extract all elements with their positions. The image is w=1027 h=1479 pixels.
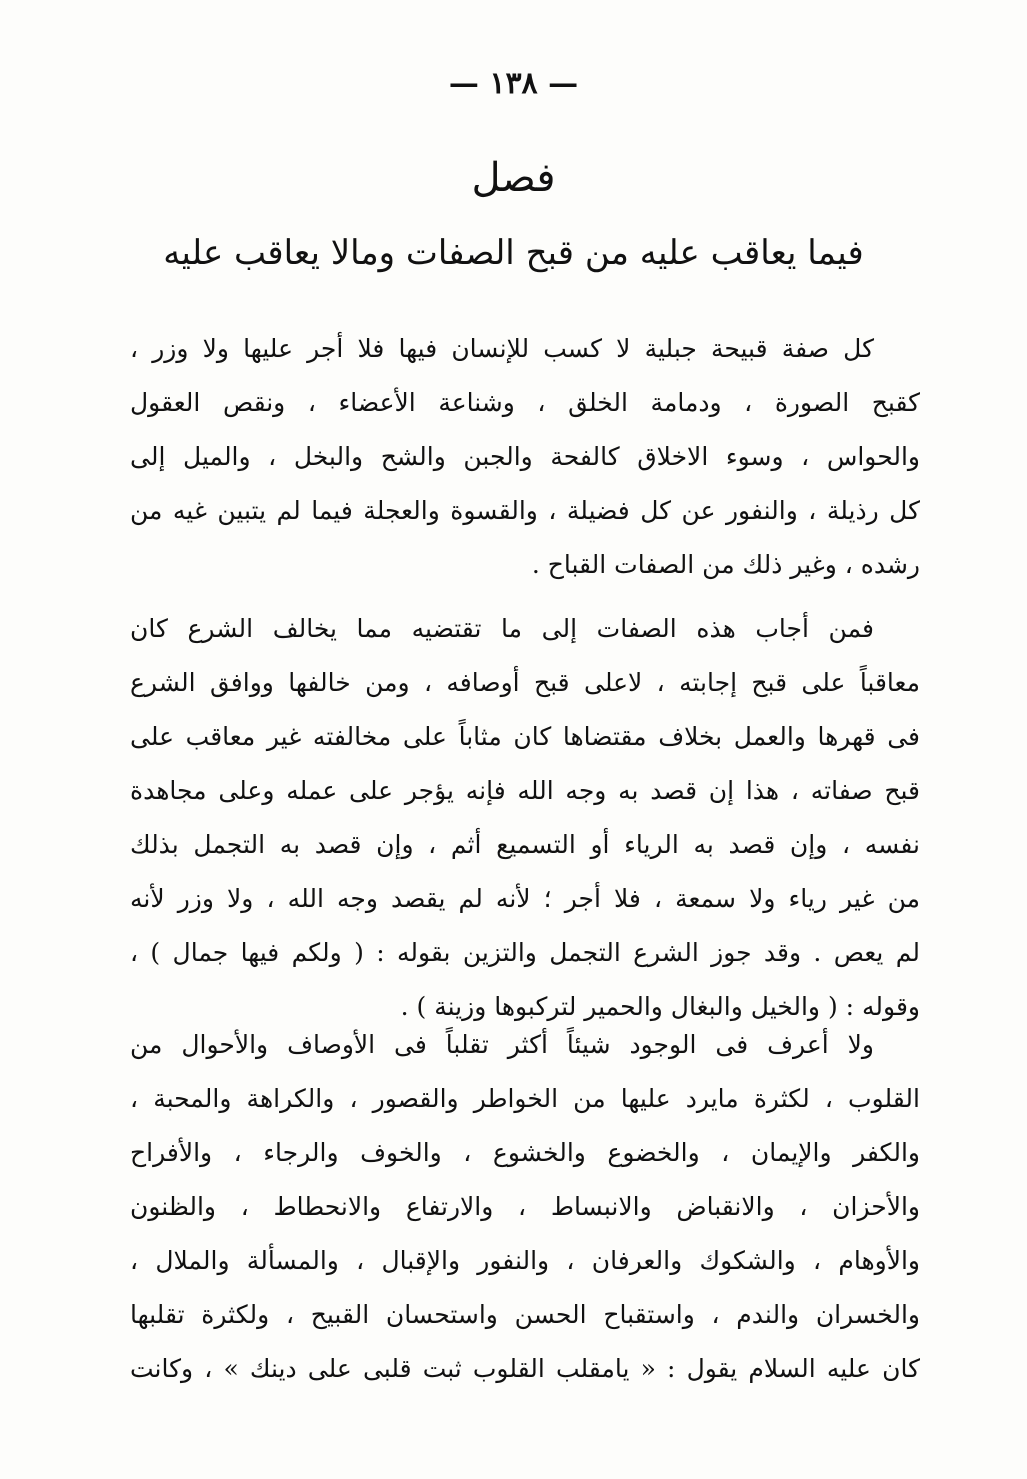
- page-number: — ١٣٨ —: [448, 66, 579, 101]
- text-line: كان عليه السلام يقول : « يامقلب القلوب ثبت قلبى على دينك » ، وكانت: [130, 1354, 920, 1383]
- text-line: فى قهرها والعمل بخلاف مقتضاها كان مثاباً على مخالفته غير معاقب على: [130, 722, 920, 751]
- paragraph-1: [130, 322, 920, 592]
- text-line: لم يعص . وقد جوز الشرع التجمل والتزين بقوله : ( ولكم فيها جمال ) ،: [130, 938, 920, 967]
- text-line: والحواس ، وسوء الاخلاق كالفحة والجبن والشح والبخل ، والميل إلى: [130, 442, 920, 471]
- text-line: ولا أعرف فى الوجود شيئاً أكثر تقلباً فى الأوصاف والأحوال من: [130, 1030, 874, 1059]
- text-line: كل رذيلة ، والنفور عن كل فضيلة ، والقسوة والعجلة فيما لم يتبين غيه من: [130, 496, 920, 525]
- text-line: والأحزان ، والانقباض والانبساط ، والارتفاع والانحطاط ، والظنون: [130, 1192, 920, 1221]
- text-line: قبح صفاته ، هذا إن قصد به وجه الله فإنه يؤجر على عمله وعلى مجاهدة: [130, 776, 920, 805]
- text-line: فمن أجاب هذه الصفات إلى ما تقتضيه مما يخالف الشرع كان: [130, 614, 874, 643]
- text-line: وقوله : ( والخيل والبغال والحمير لتركبوها وزينة ) .: [400, 992, 920, 1021]
- paragraph-3: [130, 1018, 920, 1396]
- chapter-heading: فصل: [471, 155, 556, 201]
- chapter-title: فيما يعاقب عليه من قبح الصفات ومالا يعاقب عليه: [163, 233, 864, 273]
- text-line: كل صفة قبيحة جبلية لا كسب للإنسان فيها فلا أجر عليها ولا وزر ،: [130, 334, 874, 363]
- text-line: معاقباً على قبح إجابته ، لاعلى قبح أوصافه ، ومن خالفها ووافق الشرع: [130, 668, 920, 697]
- text-line: والأوهام ، والشكوك والعرفان ، والنفور والإقبال ، والمسألة والملال ،: [130, 1246, 920, 1275]
- text-line: من غير رياء ولا سمعة ، فلا أجر ؛ لأنه لم يقصد وجه الله ، ولا وزر لأنه: [130, 884, 920, 913]
- text-line: نفسه ، وإن قصد به الرياء أو التسميع أثم ، وإن قصد به التجمل بذلك: [130, 830, 920, 859]
- text-line: رشده ، وغير ذلك من الصفات القباح .: [531, 550, 920, 579]
- text-line: والخسران والندم ، واستقباح الحسن واستحسان القبيح ، ولكثرة تقلبها: [130, 1300, 920, 1329]
- paragraph-2: [130, 602, 920, 1034]
- text-line: والكفر والإيمان ، والخضوع والخشوع ، والخوف والرجاء ، والأفراح: [130, 1138, 920, 1167]
- text-line: كقبح الصورة ، ودمامة الخلق ، وشناعة الأعضاء ، ونقص العقول: [130, 388, 920, 417]
- text-line: القلوب ، لكثرة مايرد عليها من الخواطر والقصور ، والكراهة والمحبة ،: [130, 1084, 920, 1113]
